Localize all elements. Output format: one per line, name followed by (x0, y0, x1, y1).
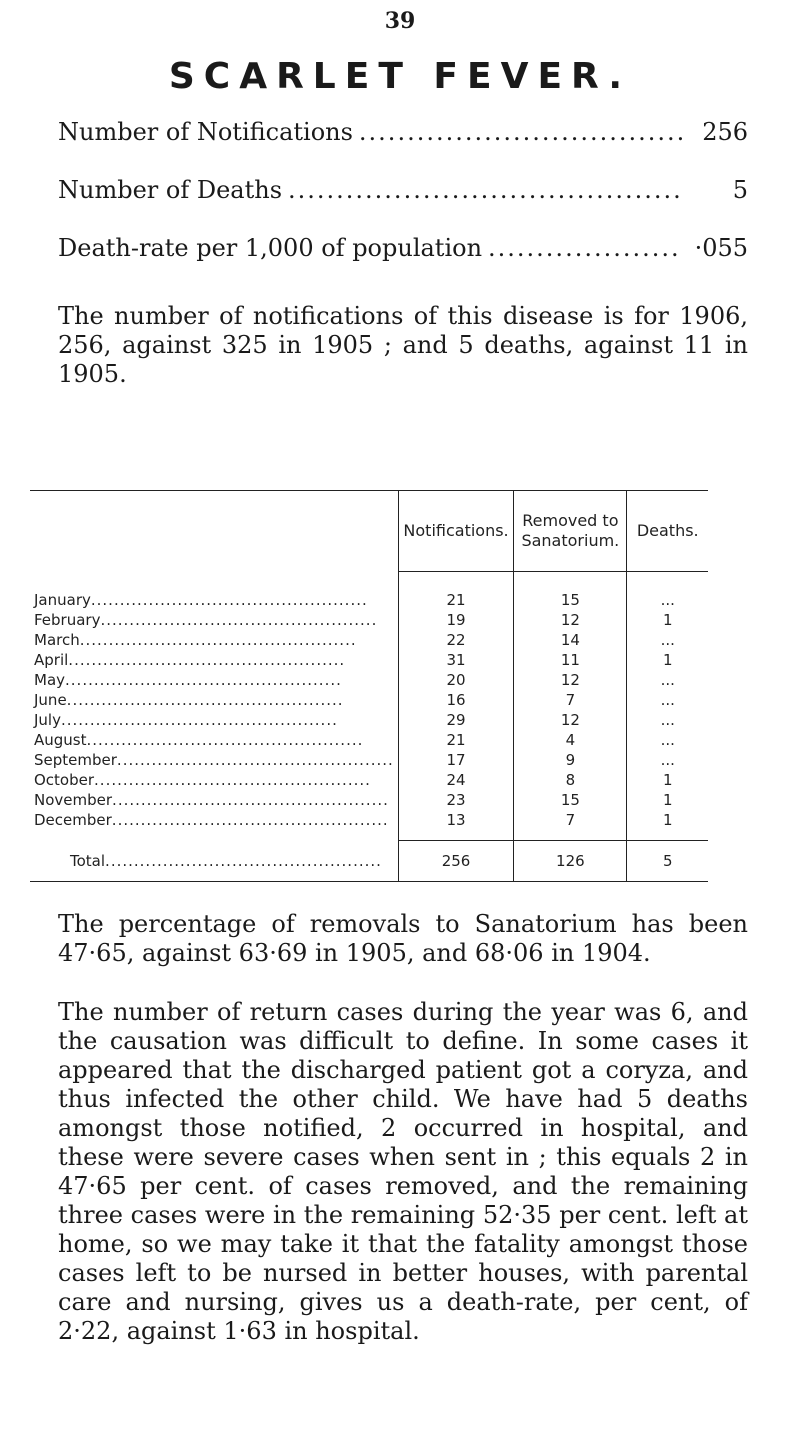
table-row (30, 572, 708, 611)
total-row (30, 841, 708, 882)
total-notifications: 256 (398, 841, 513, 882)
stat-deaths (58, 176, 748, 210)
page-title: SCARLET FEVER. (168, 56, 632, 97)
deaths-cell: ... (627, 670, 708, 690)
deaths-cell: ... (627, 710, 708, 730)
notifications-cell: 20 (398, 670, 513, 690)
table-row (30, 730, 708, 750)
page-number: 39 (384, 8, 416, 34)
month-cell: November ..... (30, 790, 398, 810)
month-cell: February ..... (30, 610, 398, 630)
notifications-cell: 13 (398, 810, 513, 830)
removed-cell: 7 (514, 690, 627, 710)
table-row (30, 630, 708, 650)
month-cell: May ..... (30, 670, 398, 690)
stat-label: Number of Deaths (58, 176, 283, 204)
deaths-cell: 1 (627, 650, 708, 670)
notifications-cell: 17 (398, 750, 513, 770)
dot-leader (359, 118, 682, 146)
month-cell: July ..... (30, 710, 398, 730)
return-cases-paragraph: The number of return cases during the year was 6, and the causation was difficult to define. In some cases it appeared that the discharged patient got a coryza, and thus infected the other child. We have had 5 deaths amongst those notified, 2 occurred in hospital, and these were severe cases when sent in ; this equals 2 in 47·65 per cent. of cases removed, and the remaining three cases were in the remaining 52·35 per cent. left at home, so we may take it that the fatality amongst those cases left to be nursed in better houses, with parental care and nursing, gives us a death-rate, per cent, of 2·22, against 1·63 in hospital. (58, 998, 748, 1345)
notifications-cell: 24 (398, 770, 513, 790)
total-deaths: 5 (627, 841, 708, 882)
stat-value: 256 (702, 118, 748, 146)
removed-cell: 12 (514, 710, 627, 730)
monthly-table (30, 490, 708, 882)
removed-cell: 11 (514, 650, 627, 670)
deaths-cell: 1 (627, 610, 708, 630)
month-cell: June ..... (30, 690, 398, 710)
month-cell: December ..... (30, 810, 398, 830)
month-cell: October ..... (30, 770, 398, 790)
dot-leader (488, 234, 682, 262)
table-spacer (30, 830, 708, 841)
notifications-cell: 16 (398, 690, 513, 710)
table-row (30, 610, 708, 630)
deaths-cell: 1 (627, 770, 708, 790)
deaths-cell: ... (627, 730, 708, 750)
removed-cell: 8 (514, 770, 627, 790)
table-row (30, 810, 708, 830)
month-cell: January ..... (30, 572, 398, 611)
deaths-cell: ... (627, 750, 708, 770)
table-row (30, 750, 708, 770)
notifications-cell: 31 (398, 650, 513, 670)
month-cell: September ..... (30, 750, 398, 770)
notifications-cell: 21 (398, 572, 513, 611)
removed-cell: 9 (514, 750, 627, 770)
stat-label: Death-rate per 1,000 of population (58, 234, 483, 262)
table-row (30, 710, 708, 730)
notifications-header: Notifications. (398, 491, 513, 572)
month-cell: August ..... (30, 730, 398, 750)
table-header-row (30, 491, 708, 572)
table-row (30, 790, 708, 810)
month-header (30, 491, 398, 572)
deaths-cell: ... (627, 572, 708, 611)
month-cell: March ..... (30, 630, 398, 650)
removed-cell: 12 (514, 610, 627, 630)
stat-label: Number of Notifications (58, 118, 353, 146)
deaths-cell: 1 (627, 810, 708, 830)
removed-header: Removed to Sanatorium. (514, 491, 627, 572)
stat-value: 5 (732, 176, 748, 204)
notifications-cell: 23 (398, 790, 513, 810)
deaths-cell: 1 (627, 790, 708, 810)
table-row (30, 770, 708, 790)
month-cell: April ..... (30, 650, 398, 670)
table-row (30, 650, 708, 670)
stat-value: ·055 (694, 234, 748, 262)
deaths-cell: ... (627, 690, 708, 710)
stat-death-rate (58, 234, 748, 268)
notifications-cell: 29 (398, 710, 513, 730)
stat-notifications (58, 118, 748, 152)
notifications-cell: 22 (398, 630, 513, 650)
removed-cell: 4 (514, 730, 627, 750)
removed-cell: 15 (514, 572, 627, 611)
dot-leader (288, 176, 682, 204)
intro-paragraph: The number of notifications of this disease is for 1906, 256, against 325 in 1905 ; and 5 deaths, against 11 in 1905. (58, 302, 748, 388)
removed-cell: 7 (514, 810, 627, 830)
removed-cell: 15 (514, 790, 627, 810)
deaths-cell: ... (627, 630, 708, 650)
table-row (30, 690, 708, 710)
total-removed: 126 (514, 841, 627, 882)
deaths-header: Deaths. (627, 491, 708, 572)
notifications-cell: 21 (398, 730, 513, 750)
notifications-cell: 19 (398, 610, 513, 630)
percentage-paragraph: The percentage of removals to Sanatorium has been 47·65, against 63·69 in 1905, and 68·06 in 1904. (58, 910, 748, 967)
removed-cell: 12 (514, 670, 627, 690)
removed-cell: 14 (514, 630, 627, 650)
total-label: Total ..... (30, 841, 398, 882)
table-row (30, 670, 708, 690)
